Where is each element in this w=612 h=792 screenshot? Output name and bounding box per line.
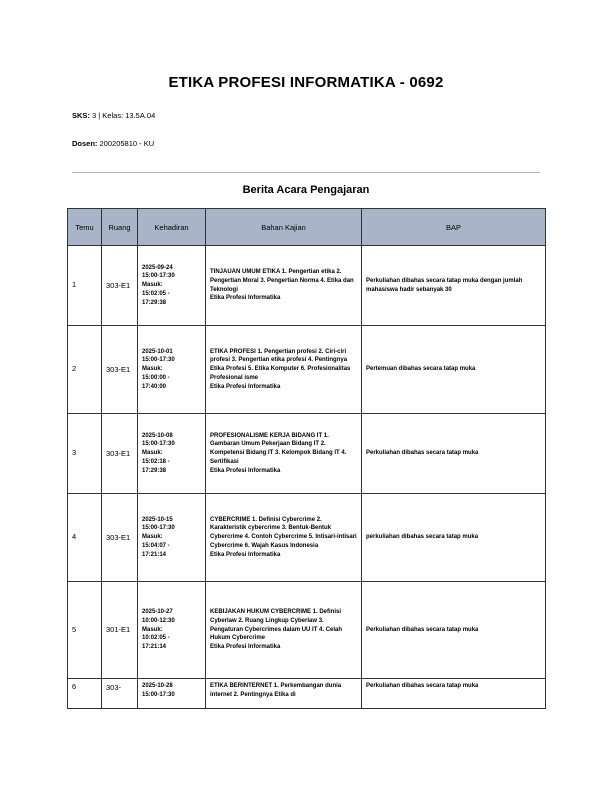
cell-bap: Perkuliahan dibahas secara tatap muka: [362, 582, 546, 679]
section-title: Berita Acara Pengajaran: [242, 184, 370, 196]
cell-ruang: 303-E1: [102, 494, 138, 582]
col-header-bap: BAP: [362, 209, 546, 246]
col-header-kehadiran: Kehadiran: [138, 209, 206, 246]
divider: [72, 172, 540, 173]
cell-temu: 2: [68, 326, 102, 414]
cell-bahan-kajian: ETIKA PROFESI 1. Pengertian profesi 2. Ciri-ciri profesi 3. Pengertian etika profesi 4. Pentingnya Etika Profesi 5. Etika Komputer 6. Profesionalitas Profesional isme Etika Profesi Informatika: [206, 326, 362, 414]
cell-bahan-kajian: TINJAUAN UMUM ETIKA 1. Pengertian etika 2. Pengertian Moral 3. Pengertian Norma 4. Etika dan Teknologi Etika Profesi Informatika: [206, 246, 362, 326]
cell-bap: perkuliahan dibahas secara tatap muka: [362, 494, 546, 582]
cell-ruang: 303-E1: [102, 326, 138, 414]
sks-label: SKS:: [72, 111, 90, 120]
col-header-temu: Temu: [68, 209, 102, 246]
cell-temu: 6: [68, 679, 102, 709]
table-row: [68, 679, 546, 709]
sks-value: 3 | Kelas: 13.5A.04: [92, 111, 156, 120]
page-title: ETIKA PROFESI INFORMATIKA - 0692: [168, 74, 444, 91]
cell-temu: 5: [68, 582, 102, 679]
cell-bahan-kajian: ETIKA BERINTERNET 1. Perkembangan dunia internet 2. Pentingnya Etika di: [206, 679, 362, 709]
dosen-label: Dosen:: [72, 139, 98, 148]
table-row: [68, 326, 546, 414]
cell-bap: Pertemuan dibahas secara tatap muka: [362, 326, 546, 414]
dosen-line: [72, 139, 154, 148]
table-row: [68, 494, 546, 582]
cell-kehadiran: 2025-10-08 15:00-17:30 Masuk: 15:02:18 - 17:29:38: [138, 414, 206, 494]
bap-table: [67, 208, 546, 709]
table-row: [68, 582, 546, 679]
dosen-value: 200205810 - KU: [99, 139, 155, 148]
cell-ruang: 303-E1: [102, 246, 138, 326]
table-header-row: [68, 209, 546, 246]
cell-bap: Perkuliahan dibahas secara tatap muka: [362, 679, 546, 709]
cell-bahan-kajian: CYBERCRIME 1. Definisi Cybercrime 2. Karakteristik cybercrime 3. Bentuk-Bentuk Cybercrime 4. Contoh Cybercrime 5. Intisari-intisari Cybercrime 6. Wajah Kasus Indonesia Etika Profesi Informatika: [206, 494, 362, 582]
cell-bahan-kajian: PROFESIONALISME KERJA BIDANG IT 1. Gambaran Umum Pekerjaan Bidang IT 2. Kompetensi Bidang IT 3. Kelompok Bidang IT 4. Sertifikasi Etika Profesi Informatika: [206, 414, 362, 494]
cell-bap: Perkuliahan dibahas secara tatap muka dengan jumlah mahasiswa hadir sebanyak 30: [362, 246, 546, 326]
table-row: [68, 246, 546, 326]
col-header-ruang: Ruang: [102, 209, 138, 246]
cell-ruang: 303-: [102, 679, 138, 709]
cell-kehadiran: 2025-09-24 15:00-17:30 Masuk: 15:02:05 - 17:29:38: [138, 246, 206, 326]
sks-kelas-line: [72, 111, 155, 120]
cell-kehadiran: 2025-10-15 15:00-17:30 Masuk: 15:04:07 - 17:21:14: [138, 494, 206, 582]
cell-kehadiran: 2025-10-01 15:00-17:30 Masuk: 15:00:00 - 17:40:00: [138, 326, 206, 414]
cell-temu: 3: [68, 414, 102, 494]
cell-ruang: 303-E1: [102, 414, 138, 494]
cell-temu: 1: [68, 246, 102, 326]
col-header-bahan-kajian: Bahan Kajian: [206, 209, 362, 246]
cell-kehadiran: 2025-10-28 15:00-17:30: [138, 679, 206, 709]
cell-bahan-kajian: KEBIJAKAN HUKUM CYBERCRIME 1. Definisi Cyberlaw 2. Ruang Lingkup Cyberlaw 3. Pengaturan Cybercrimes dalam UU IT 4. Celah Hukum Cybercrime Etika Profesi Informatika: [206, 582, 362, 679]
table-row: [68, 414, 546, 494]
cell-temu: 4: [68, 494, 102, 582]
cell-kehadiran: 2025-10-27 10:00-12:30 Masuk: 10:02:05 - 17:21:14: [138, 582, 206, 679]
cell-ruang: 301-E1: [102, 582, 138, 679]
cell-bap: Perkuliahan dibahas secara tatap muka: [362, 414, 546, 494]
